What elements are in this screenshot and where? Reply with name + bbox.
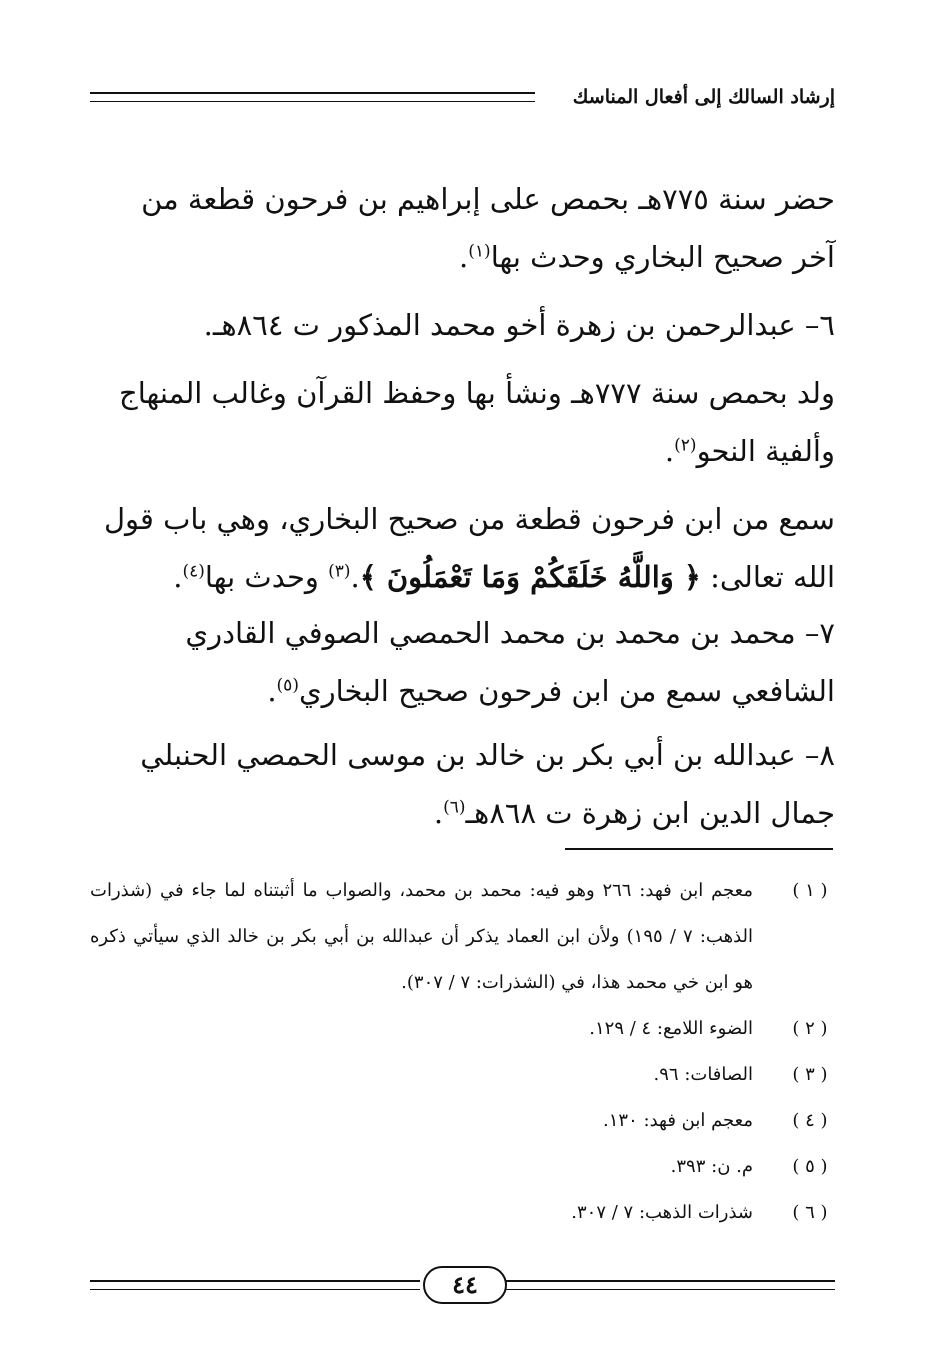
- footer-rule-left: [90, 1280, 420, 1290]
- paragraph-5: ٧– محمد بن محمد بن محمد الحمصي الصوفي القادري الشافعي سمع من ابن فرحون صحيح البخاري$^{(٥)}$.: [185, 616, 835, 708]
- footnote-4: [90, 1098, 835, 1144]
- footnote-ref-6[interactable]: (٦): [443, 797, 466, 818]
- running-header: [90, 84, 835, 114]
- footnote-text: م. ن: ٣٩٣.: [670, 1156, 753, 1177]
- footnote-number: ( ٥ ): [792, 1156, 828, 1177]
- footnote-ref-1[interactable]: (١): [468, 241, 491, 262]
- footnote-ref-2[interactable]: (٢): [674, 435, 697, 456]
- paragraph-3: ولد بحمص سنة ٧٧٧هـ ونشأ بها وحفظ القرآن وغالب المنهاج وألفية النحو$^{(٢)}$.: [119, 376, 835, 468]
- footer-rule-right: [505, 1280, 835, 1290]
- footnote-3: [90, 1052, 835, 1098]
- footnote-6: [90, 1190, 835, 1236]
- paragraph-4: سمع من ابن فرحون قطعة من صحيح البخاري، وهي باب قول الله تعالى: ﴿ وَاللَّهُ خَلَقَكُمْ وَمَا تَعْمَلُونَ ﴾.$^{(٣)}$ وحدث بها$^{(٤)}$.: [103, 502, 835, 594]
- quran-verse: ﴿ وَاللَّهُ خَلَقَكُمْ وَمَا تَعْمَلُونَ ﴾: [359, 560, 701, 594]
- footnote-number: ( ٦ ): [792, 1202, 828, 1223]
- footnote-ref-3[interactable]: (٣): [328, 561, 351, 582]
- footnote-separator: [565, 848, 833, 850]
- paragraph-1: حضر سنة ٧٧٥هـ بحمص على إبراهيم بن فرحون قطعة من آخر صحيح البخاري وحدث بها$^{(١)}$.: [141, 182, 835, 274]
- footnote-text: الصافات: ٩٦.: [653, 1064, 753, 1085]
- footnote-1: [90, 868, 835, 1006]
- page-footer: [90, 1266, 835, 1306]
- footnote-number: ( ٤ ): [792, 1110, 828, 1131]
- footnote-text: معجم ابن فهد: ١٣٠.: [603, 1110, 753, 1131]
- paragraph-2: ٦– عبدالرحمن بن زهرة أخو محمد المذكور ت ٨٦٤هـ.: [203, 308, 835, 342]
- paragraph-6: ٨– عبدالله بن أبي بكر بن خالد بن موسى الحمصي الحنبلي جمال الدين ابن زهرة ت ٨٦٨هـ$^{(٦)}$.: [140, 738, 835, 830]
- footnotes: [90, 868, 835, 1236]
- footnote-2: [90, 1006, 835, 1052]
- footnote-number: ( ٢ ): [792, 1018, 828, 1039]
- book-title: إرشاد السالك إلى أفعال المناسك: [572, 86, 835, 108]
- footnote-text: معجم ابن فهد: ٢٦٦ وهو فيه: محمد بن محمد، والصواب ما أثبتناه لما جاء في (شذرات الذهب: ٧ / ١٩٥) ولأن ابن العماد يذكر أن عبدالله بن أبي بكر بن خالد الذي سيأتي ذكره هو ابن خي محمد هذا، في (الشذرات: ٧ / ٣٠٧).: [90, 880, 754, 993]
- footnote-number: ( ١ ): [792, 880, 828, 901]
- footnote-ref-5[interactable]: (٥): [276, 675, 299, 696]
- footnote-number: ( ٣ ): [792, 1064, 828, 1085]
- footnote-text: الضوء اللامع: ٤ / ١٢٩.: [589, 1018, 753, 1039]
- footnote-ref-4[interactable]: (٤): [182, 561, 205, 582]
- page-number: ٤٤: [423, 1266, 507, 1304]
- footnote-text: شذرات الذهب: ٧ / ٣٠٧.: [571, 1202, 753, 1223]
- footnote-5: [90, 1144, 835, 1190]
- header-double-rule: [90, 92, 535, 102]
